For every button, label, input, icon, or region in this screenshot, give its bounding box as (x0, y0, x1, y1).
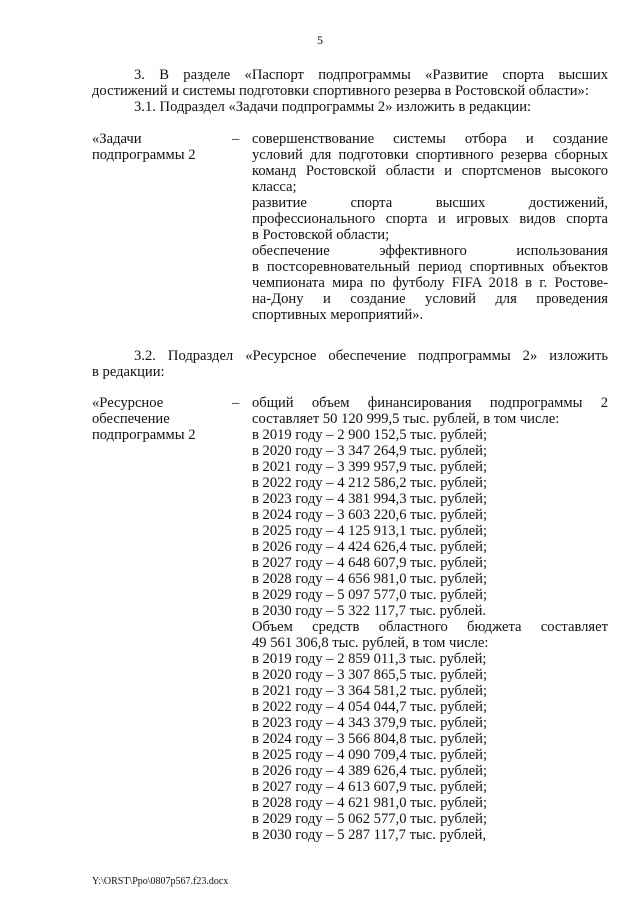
tasks-line: в постсоревновательный период спортивных объектов (252, 259, 608, 275)
tasks-line: класса; (252, 179, 297, 195)
tasks-line: профессионального спорта и игровых видов спорта (252, 211, 608, 227)
resources-line: в 2022 году – 4 054 044,7 тыс. рублей; (252, 699, 488, 715)
resources-line: в 2025 году – 4 090 709,4 тыс. рублей; (252, 747, 488, 763)
tasks-label-1: «Задачи (92, 131, 142, 147)
resources-line: в 2028 году – 4 656 981,0 тыс. рублей; (252, 571, 488, 587)
resources-label-2: обеспечение (92, 411, 170, 427)
resources-line: в 2026 году – 4 389 626,4 тыс. рублей; (252, 763, 488, 779)
resources-line: в 2030 году – 5 322 117,7 тыс. рублей. (252, 603, 487, 619)
resources-line: составляет 50 120 999,5 тыс. рублей, в том числе: (252, 411, 560, 427)
item3-line2: достижений и системы подготовки спортивного резерва в Ростовской области»: (92, 83, 589, 99)
tasks-line: обеспечение эффективного использования (252, 243, 608, 259)
resources-line: в 2021 году – 3 399 957,9 тыс. рублей; (252, 459, 488, 475)
resources-text (252, 395, 608, 843)
resources-line: в 2023 году – 4 381 994,3 тыс. рублей; (252, 491, 488, 507)
resources-line: 49 561 306,8 тыс. рублей, в том числе: (252, 635, 489, 651)
tasks-line: спортивных мероприятий». (252, 307, 424, 323)
document-path: Y:\ORST\Ppo\0807p567.f23.docx (92, 876, 229, 887)
resources-label-1: «Ресурсное (92, 395, 164, 411)
tasks-line: условий для подготовки спортивного резерва сборных (252, 147, 608, 163)
item3-line1: 3. В разделе «Паспорт подпрограммы «Развитие спорта высших (134, 67, 608, 83)
resources-line: общий объем финансирования подпрограммы 2 (252, 395, 608, 411)
tasks-label-2: подпрограммы 2 (92, 147, 196, 163)
resources-line: в 2024 году – 3 566 804,8 тыс. рублей; (252, 731, 488, 747)
resources-line: в 2021 году – 3 364 581,2 тыс. рублей; (252, 683, 488, 699)
resources-line: в 2030 году – 5 287 117,7 тыс. рублей, (252, 827, 487, 843)
tasks-line: в Ростовской области; (252, 227, 390, 243)
resources-line: Объем средств областного бюджета составляет (252, 619, 608, 635)
resources-line: в 2025 году – 4 125 913,1 тыс. рублей; (252, 523, 488, 539)
resources-line: в 2029 году – 5 062 577,0 тыс. рублей; (252, 811, 488, 827)
item32-line1: 3.2. Подраздел «Ресурсное обеспечение подпрограммы 2» изложить (134, 348, 608, 364)
page-number: 5 (317, 33, 323, 47)
resources-line: в 2019 году – 2 900 152,5 тыс. рублей; (252, 427, 488, 443)
resources-line: в 2020 году – 3 307 865,5 тыс. рублей; (252, 667, 488, 683)
resources-label-3: подпрограммы 2 (92, 427, 196, 443)
resources-line: в 2024 году – 3 603 220,6 тыс. рублей; (252, 507, 488, 523)
resources-line: в 2019 году – 2 859 011,3 тыс. рублей; (252, 651, 487, 667)
tasks-line: на-Дону и создание условий для проведения (252, 291, 608, 307)
resources-line: в 2027 году – 4 648 607,9 тыс. рублей; (252, 555, 488, 571)
item32-line2: в редакции: (92, 364, 165, 380)
tasks-line: чемпионата мира по футболу FIFA 2018 в г. Ростове- (252, 275, 608, 291)
resources-dash: – (232, 395, 240, 411)
resources-line: в 2022 году – 4 212 586,2 тыс. рублей; (252, 475, 488, 491)
tasks-line: развитие спорта высших достижений, (252, 195, 608, 211)
tasks-line: команд Ростовской области и спортсменов высокого (252, 163, 608, 179)
tasks-dash: – (232, 131, 240, 147)
resources-line: в 2020 году – 3 347 264,9 тыс. рублей; (252, 443, 488, 459)
tasks-line: совершенствование системы отбора и создание (252, 131, 608, 147)
resources-line: в 2026 году – 4 424 626,4 тыс. рублей; (252, 539, 488, 555)
resources-line: в 2029 году – 5 097 577,0 тыс. рублей; (252, 587, 488, 603)
resources-line: в 2027 году – 4 613 607,9 тыс. рублей; (252, 779, 488, 795)
resources-line: в 2028 году – 4 621 981,0 тыс. рублей; (252, 795, 488, 811)
tasks-text (252, 131, 608, 323)
item31-line: 3.1. Подраздел «Задачи подпрограммы 2» изложить в редакции: (134, 99, 532, 115)
resources-line: в 2023 году – 4 343 379,9 тыс. рублей; (252, 715, 488, 731)
